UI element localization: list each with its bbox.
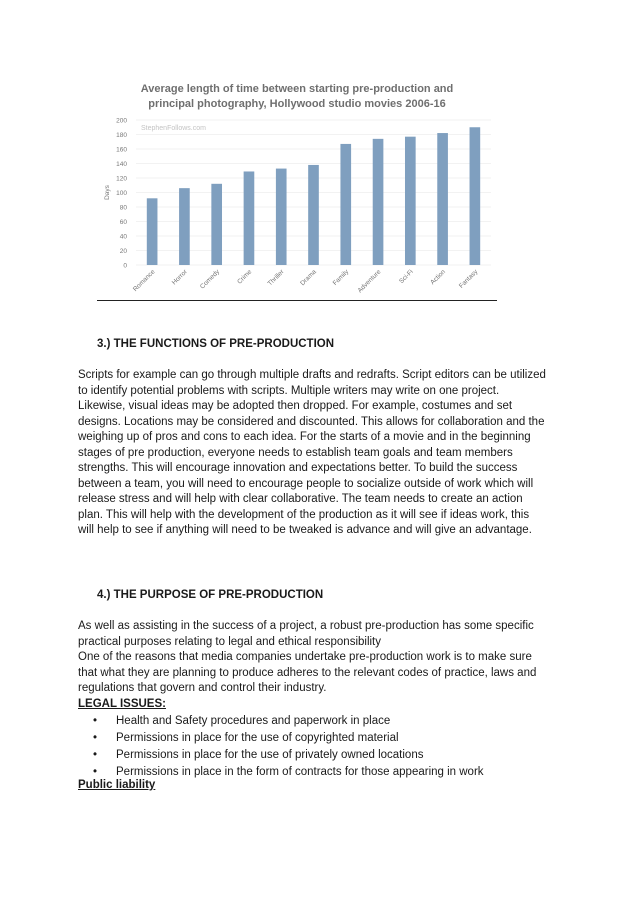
bar xyxy=(405,137,416,265)
x-tick-label: Adventure xyxy=(356,268,383,295)
y-tick-label: 120 xyxy=(116,175,127,183)
y-tick-label: 40 xyxy=(119,233,127,241)
paragraph-line: regulations that govern and control their industry. xyxy=(78,682,327,694)
x-tick-label: Romance xyxy=(131,268,157,294)
bullet-icon: • xyxy=(93,715,98,727)
bar xyxy=(470,127,481,265)
paragraph-line: strengths. This will encourage innovation and expectations better. To build the success xyxy=(78,462,518,474)
section4-heading: 4.) THE PURPOSE OF PRE-PRODUCTION xyxy=(97,589,324,601)
paragraph-line: designs. Locations may be considered and discounted. This allows for collaboration and the xyxy=(78,415,545,428)
list-item xyxy=(78,713,484,730)
y-tick-label: 60 xyxy=(119,218,127,226)
bullet-icon: • xyxy=(93,766,98,778)
paragraph-line: to identify potential problems with scripts. Multiple writers may write on one project. xyxy=(78,384,500,397)
paragraph-line: that what they are planning to produce adheres to the relevant codes of practice, laws and xyxy=(78,666,537,679)
x-tick-label: Family xyxy=(331,268,351,287)
section3-paragraph xyxy=(78,368,568,539)
paragraph-line: Scripts for example can go through multiple drafts and redrafts. Script editors can be utilized xyxy=(78,369,546,381)
x-tick-label: Drama xyxy=(299,268,318,288)
chart-title-line: Average length of time between starting pre-production and xyxy=(140,83,454,95)
paragraph-line: stages of pre production, everyone needs to establish team goals and team members xyxy=(78,446,513,459)
x-tick-label: Crime xyxy=(236,268,254,286)
list-item-text: Permissions in place in the form of contracts for those appearing in work xyxy=(116,766,484,778)
legal-issues-heading: LEGAL ISSUES: xyxy=(78,698,166,710)
paragraph-line: practical purposes relating to legal and ethical responsibility xyxy=(78,635,382,648)
paragraph-line: As well as assisting in the success of a project, a robust pre-production has some specific xyxy=(78,620,534,632)
y-tick-label: 160 xyxy=(116,146,127,154)
x-tick-label: Fantasy xyxy=(457,268,480,290)
paragraph-line: weighing up of pros and cons to each idea. For the starts of a movie and in the beginning xyxy=(78,431,531,443)
y-tick-label: 80 xyxy=(119,204,127,212)
y-tick-label: 140 xyxy=(116,160,127,168)
legal-issues-list xyxy=(78,713,484,781)
bar xyxy=(340,144,351,265)
bar xyxy=(147,198,158,265)
bar xyxy=(179,188,190,265)
x-tick-label: Action xyxy=(429,268,448,287)
list-item xyxy=(78,730,484,747)
paragraph-line: One of the reasons that media companies undertake pre-production work is to make sure xyxy=(78,651,532,663)
bar xyxy=(211,184,222,265)
bar xyxy=(276,169,287,265)
list-item-text: Health and Safety procedures and paperwork in place xyxy=(116,715,391,727)
x-tick-label: Comedy xyxy=(199,268,222,291)
bar xyxy=(437,133,448,265)
x-tick-label: Thriller xyxy=(266,268,286,288)
y-tick-label: 0 xyxy=(123,262,127,270)
paragraph-line: between a team, you will need to encourage people to socialize outside of work which will xyxy=(78,477,534,490)
paragraph-line: release stress and will help with clear collaborative. The team needs to create an action xyxy=(78,493,523,505)
chart-svg xyxy=(96,78,498,304)
chart-watermark: StephenFollows.com xyxy=(141,124,206,132)
list-item-text: Permissions in place for the use of privately owned locations xyxy=(116,749,424,761)
paragraph-line: plan. This will help with the development of the production as it will see if ideas work, this xyxy=(78,508,530,521)
x-tick-label: Horror xyxy=(170,268,189,287)
bar xyxy=(244,171,255,265)
section3-heading: 3.) THE FUNCTIONS OF PRE-PRODUCTION xyxy=(97,338,335,350)
paragraph-line: will help to see if anything will need to be tweaked is advance and will give an advantage. xyxy=(78,524,532,536)
y-tick-label: 100 xyxy=(116,189,127,197)
y-axis-label: Days xyxy=(104,185,111,200)
y-tick-label: 180 xyxy=(116,131,127,139)
bar xyxy=(308,165,319,265)
list-item xyxy=(78,747,484,764)
bar xyxy=(373,139,384,265)
paragraph-line: Likewise, visual ideas may be adopted then dropped. For example, costumes and set xyxy=(78,400,513,412)
y-tick-label: 20 xyxy=(119,247,127,255)
public-liability-heading: Public liability xyxy=(78,779,156,791)
chart-title-line: principal photography, Hollywood studio movies 2006-16 xyxy=(148,98,446,110)
bar-chart xyxy=(96,78,498,304)
x-tick-label: Sci-Fi xyxy=(398,268,415,286)
bullet-icon: • xyxy=(93,732,98,744)
y-tick-label: 200 xyxy=(116,117,127,125)
bullet-icon: • xyxy=(93,749,98,761)
section4-paragraph xyxy=(78,619,568,697)
list-item-text: Permissions in place for the use of copyrighted material xyxy=(116,732,399,744)
chart-bottom-rule xyxy=(97,300,497,301)
